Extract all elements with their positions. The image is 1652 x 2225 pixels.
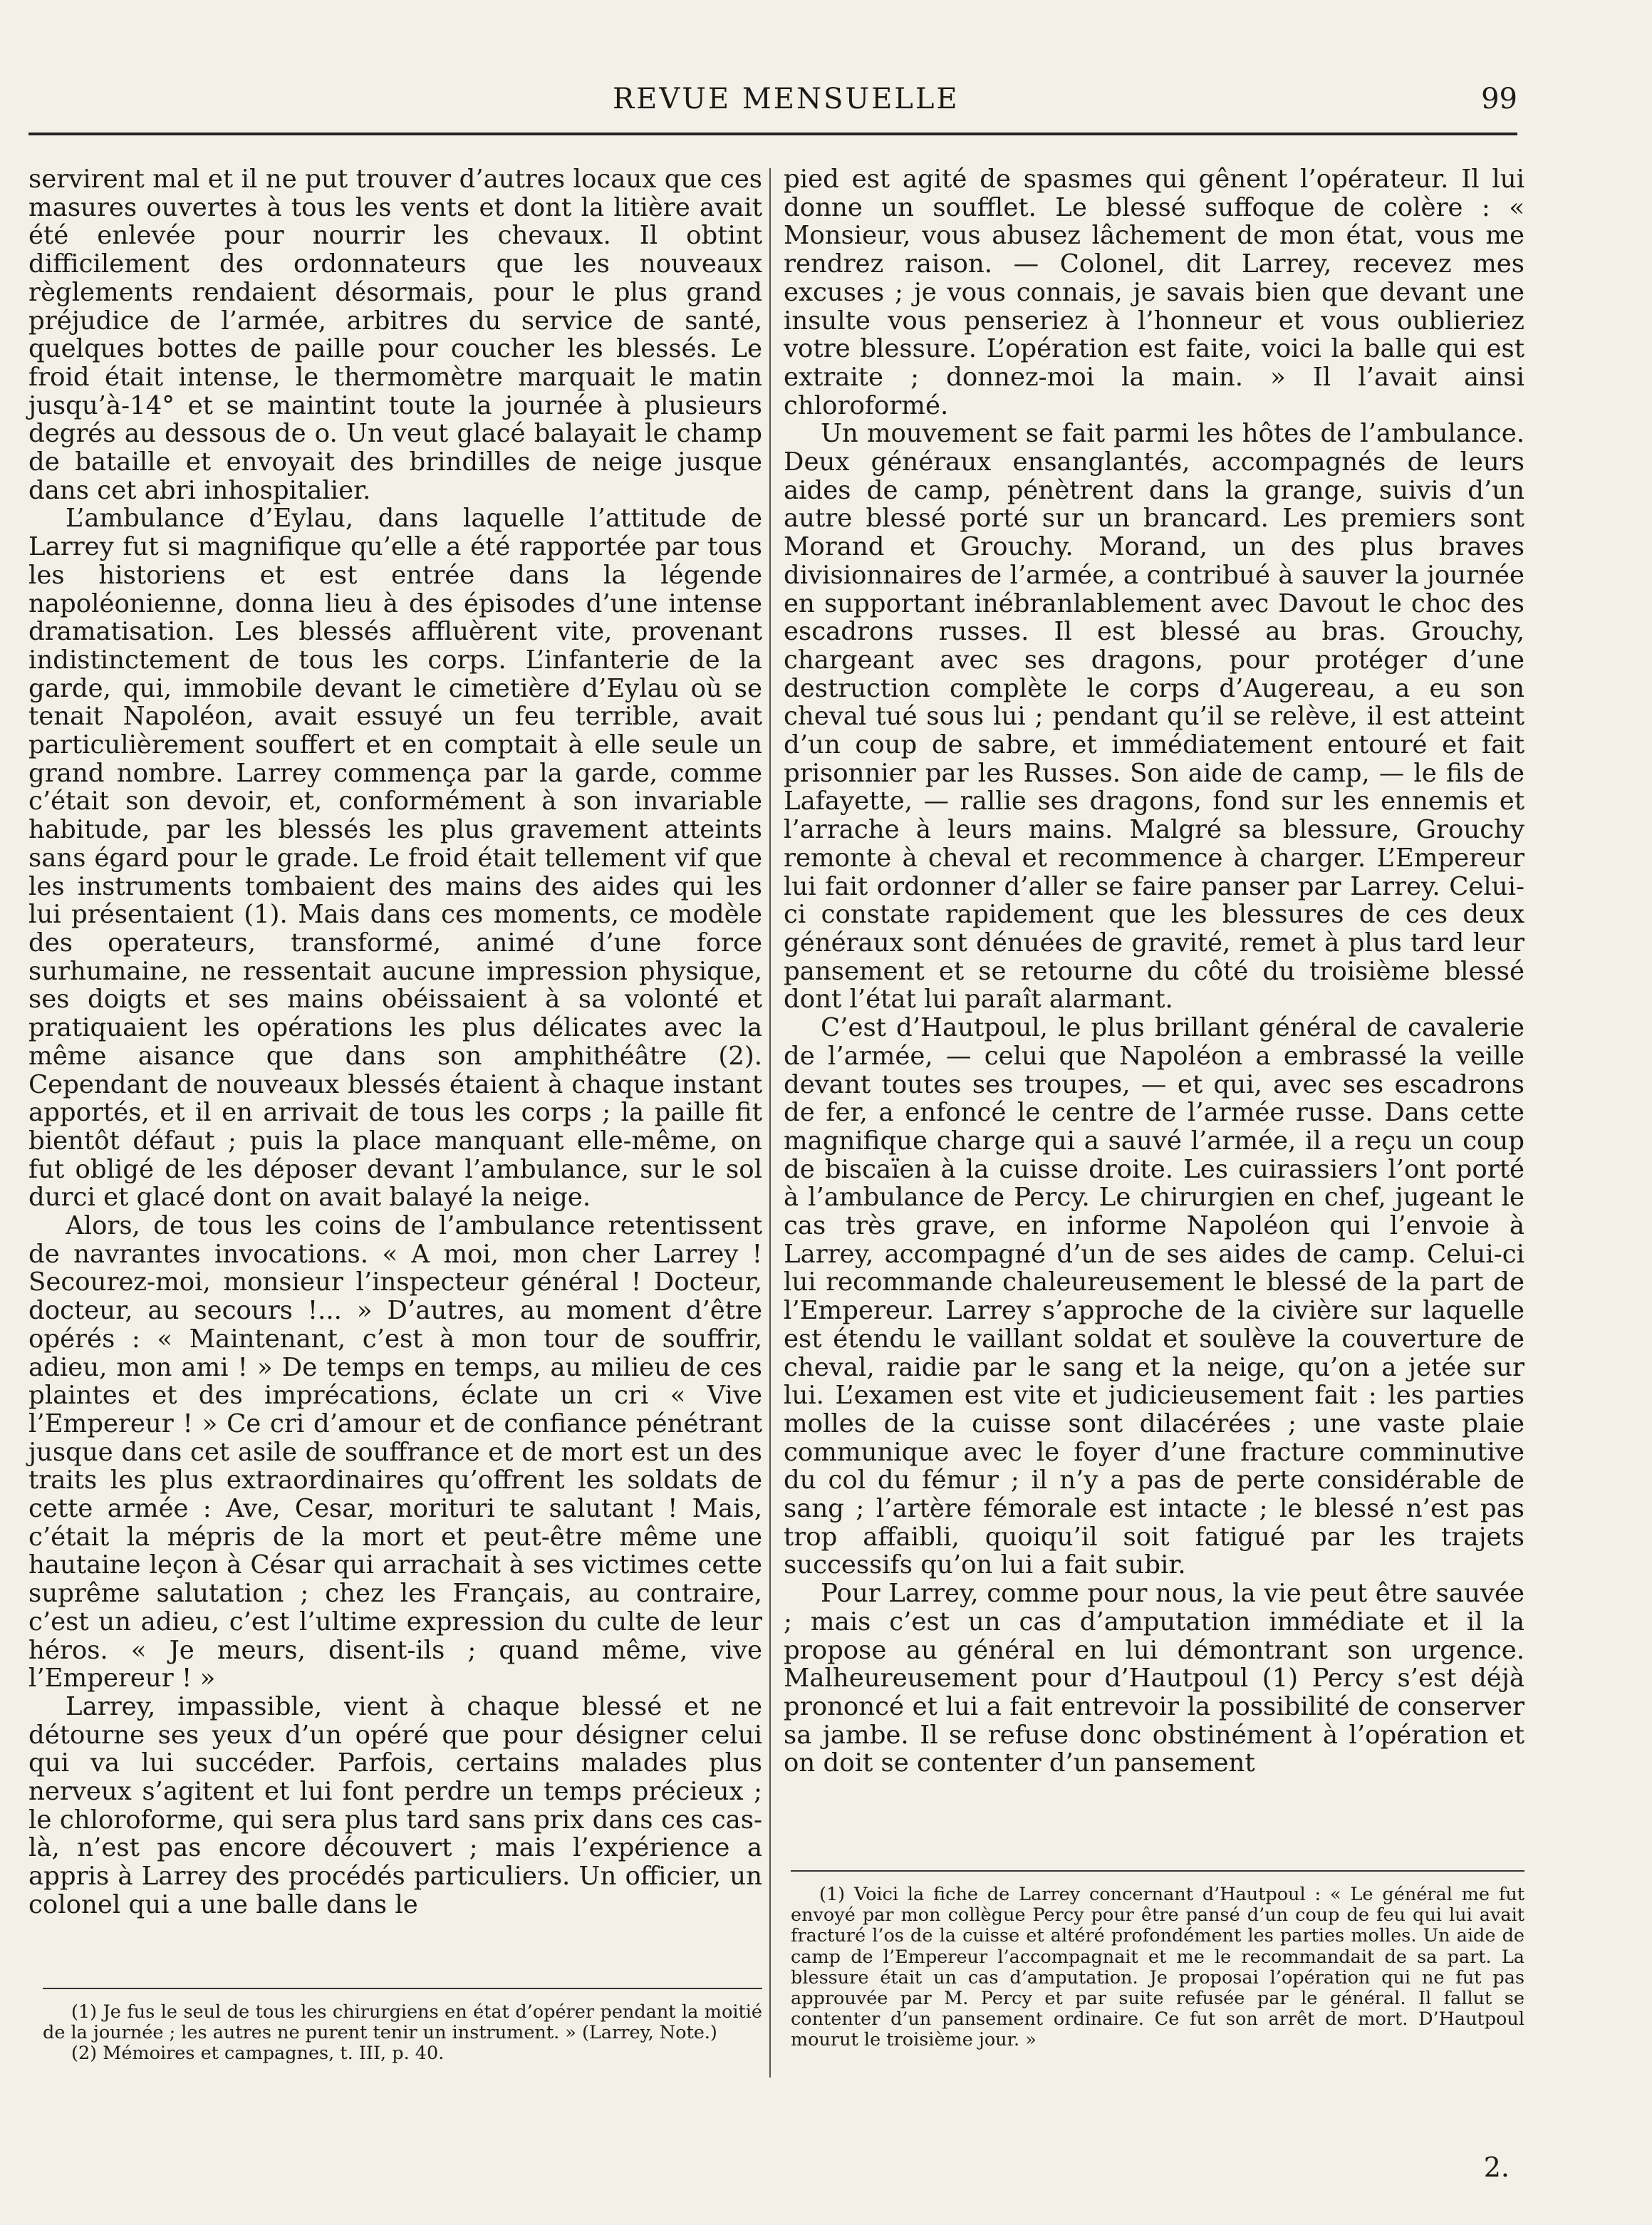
paragraph: Larrey, impassible, vient à chaque blessé et ne détourne ses yeux d’un opéré que pour désigner celui qui va lui succéder. Parfois, certains malades plus nerveux s’agitent et lui font perdre un temps précieux ; le chloroforme, qui sera plus tard sans prix dans ces cas-là, n’est pas encore découvert ; mais l’expérience a appris à Larrey des procédés particuliers. Un officier, un colonel qui a une balle dans le: [28, 1691, 762, 1919]
footnote-rule: [43, 1988, 762, 1989]
right-footnotes: [791, 1884, 1524, 2051]
signature-mark: 2.: [1483, 2152, 1510, 2183]
left-footnotes: [43, 2002, 762, 2065]
right-column: [784, 165, 1524, 1778]
page-number: 99: [1481, 83, 1517, 115]
paragraph: L’ambulance d’Eylau, dans laquelle l’attitude de Larrey fut si magnifique qu’elle a été rapportée par tous les historiens et est entrée dans la légende napoléonienne, donna lieu à des épisodes d’une intense dramatisation. Les blessés affluèrent vite, provenant indistinctement de tous les corps. L’infanterie de la garde, qui, immobile devant le cimetière d’Eylau où se tenait Napoléon, avait essuyé un feu terrible, avait particulièrement souffert et en comptait à elle seule un grand nombre. Larrey commença par la garde, comme c’était son devoir, et, conformément à son invariable habitude, par les blessés les plus gravement atteints sans égard pour le grade. Le froid était tellement vif que les instruments tombaient des mains des aides qui les lui présentaient (1). Mais dans ces moments, ce modèle des operateurs, transformé, animé d’une force surhumaine, ne ressentait aucune impression physique, ses doigts et ses mains obéissaient à sa volonté et pratiquaient les opérations les plus délicates avec la même aisance que dans son amphithéâtre (2). Cependant de nouveaux blessés étaient à chaque instant apportés, et il en arrivait de tous les corps ; la paille fit bientôt défaut ; puis la place manquant elle-même, on fut obligé de les déposer devant l’ambulance, sur le sol durci et glacé dont on avait balayé la neige.: [28, 504, 762, 1213]
footnote: (1) Voici la fiche de Larrey concernant d’Hautpoul : « Le général me fut envoyé par mon collègue Percy pour être pansé d’un coup de feu qui lui avait fracturé l’os de la cuisse et altéré profondément les parties molles. Un aide de camp de l’Empereur l’accompagnait et me le recommandait de sa part. La blessure était un cas d’amputation. Je proposai l’opération qui ne fut pas approuvée par M. Percy et par suite refusée par le général. Il fallut se contenter d’un pansement ordinaire. Ce fut son arrêt de mort. D’Hautpoul mourut le troisième jour. »: [791, 1884, 1524, 2051]
paragraph: Un mouvement se fait parmi les hôtes de l’ambulance. Deux généraux ensanglantés, accompagnés de leurs aides de camp, pénètrent dans la grange, suivis d’un autre blessé porté sur un brancard. Les premiers sont Morand et Grouchy. Morand, un des plus braves divisionnaires de l’armée, a contribué à sauver la journée en supportant inébranlablement avec Davout le choc des escadrons russes. Il est blessé au bras. Grouchy, chargeant avec ses dragons, pour protéger d’une destruction complète le corps d’Augereau, a eu son cheval tué sous lui ; pendant qu’il se relève, il est atteint d’un coup de sabre, et immédiatement entouré et fait prisonnier par les Russes. Son aide de camp, — le fils de Lafayette, — rallie ses dragons, fond sur les ennemis et l’arrache à leurs mains. Malgré sa blessure, Grouchy remonte à cheval et recommence à charger. L’Empereur lui fait ordonner d’aller se faire panser par Larrey. Celui-ci constate rapidement que les blessures de ces deux généraux sont dénuées de gravité, remet à plus tard leur pansement et se retourne du côté du troisième blessé dont l’état lui paraît alarmant.: [784, 419, 1524, 1015]
paragraph: servirent mal et il ne put trouver d’autres locaux que ces masures ouvertes à tous les vents et dont la litière avait été enlevée pour nourrir les chevaux. Il obtint difficilement des ordonnateurs que les nouveaux règlements rendaient désormais, pour le plus grand préjudice de l’armée, arbitres du service de santé, quelques bottes de paille pour coucher les blessés. Le froid était intense, le thermomètre marquait le matin jusqu’à-14° et se maintint toute la journée à plusieurs degrés au dessous de o. Un veut glacé balayait le champ de bataille et envoyait des brindilles de neige jusque dans cet abri inhospitalier.: [28, 165, 762, 505]
paragraph: C’est d’Hautpoul, le plus brillant général de cavalerie de l’armée, — celui que Napoléon a embrassé la veille devant toutes ses troupes, — et qui, avec ses escadrons de fer, a enfoncé le centre de l’armée russe. Dans cette magnifique charge qui a sauvé l’armée, il a reçu un coup de biscaïen à la cuisse droite. Les cuirassiers l’ont porté à l’ambulance de Percy. Le chirurgien en chef, jugeant le cas très grave, en informe Napoléon qui l’envoie à Larrey, accompagné d’un de ses aides de camp. Celui-ci lui recommande chaleureusement le blessé de la part de l’Empereur. Larrey s’approche de la civière sur laquelle est étendu le vaillant soldat et soulève la couverture de cheval, raidie par le sang et la neige, qu’on a jetée sur lui. L’examen est vite et judicieusement fait : les parties molles de la cuisse sont dilacérées ; une vaste plaie communique avec le foyer d’une fracture comminutive du col du fémur ; il n’y a pas de perte considérable de sang ; l’artère fémorale est intacte ; le blessé n’est pas trop affaibli, quoiqu’il soit fatigué par les trajets successifs qu’on lui a fait subir.: [784, 1013, 1524, 1580]
journal-title: REVUE MENSUELLE: [613, 83, 960, 115]
paragraph: pied est agité de spasmes qui gênent l’opérateur. Il lui donne un soufflet. Le blessé suffoque de colère : « Monsieur, vous abusez lâchement de mon état, vous me rendrez raison. — Colonel, dit Larrey, recevez mes excuses ; je vous connais, je savais bien que devant une insulte vous penseriez à l’honneur et vous oublieriez votre blessure. L’opération est faite, voici la balle qui est extraite ; donnez-moi la main. » Il l’avait ainsi chloroformé.: [784, 165, 1524, 420]
footnote: (2) Mémoires et campagnes, t. III, p. 40.: [71, 2043, 445, 2065]
running-header: [28, 77, 1517, 127]
header-rule: [28, 133, 1517, 135]
paragraph: Alors, de tous les coins de l’ambulance retentissent de navrantes invocations. « A moi, mon cher Larrey ! Secourez-moi, monsieur l’inspecteur général ! Docteur, docteur, au secours !... » D’autres, au moment d’être opérés : « Maintenant, c’est à mon tour de souffrir, adieu, mon ami ! » De temps en temps, au milieu de ces plaintes et des imprécations, éclate un cri « Vive l’Empereur ! » Ce cri d’amour et de confiance pénétrant jusque dans cet asile de souffrance et de mort est un des traits les plus extraordinaires qu’offrent les soldats de cette armée : Ave, Cesar, morituri te salutant ! Mais, c’était la mépris de la mort et peut-être même une hautaine leçon à César qui arrachait à ses victimes cette suprême salutation ; chez les Français, au contraire, c’est un adieu, c’est l’ultime expression du culte de leur héros. « Je meurs, disent-ils ; quand même, vive l’Empereur ! »: [28, 1211, 762, 1694]
column-divider: [769, 168, 771, 2078]
footnote: (1) Je fus le seul de tous les chirurgiens en état d’opérer pendant la moitié de la journée ; les autres ne purent tenir un instrument. » (Larrey, Note.): [43, 2001, 762, 2044]
paragraph: Pour Larrey, comme pour nous, la vie peut être sauvée ; mais c’est un cas d’amputation immédiate et il la propose au général en lui démontrant son urgence. Malheureusement pour d’Hautpoul (1) Percy s’est déjà prononcé et lui a fait entrevoir la possibilité de conserver sa jambe. Il se refuse donc obstinément à l’opération et on doit se contenter d’un pansement: [784, 1579, 1524, 1778]
footnote-rule: [791, 1870, 1524, 1872]
left-column: [28, 165, 762, 1919]
